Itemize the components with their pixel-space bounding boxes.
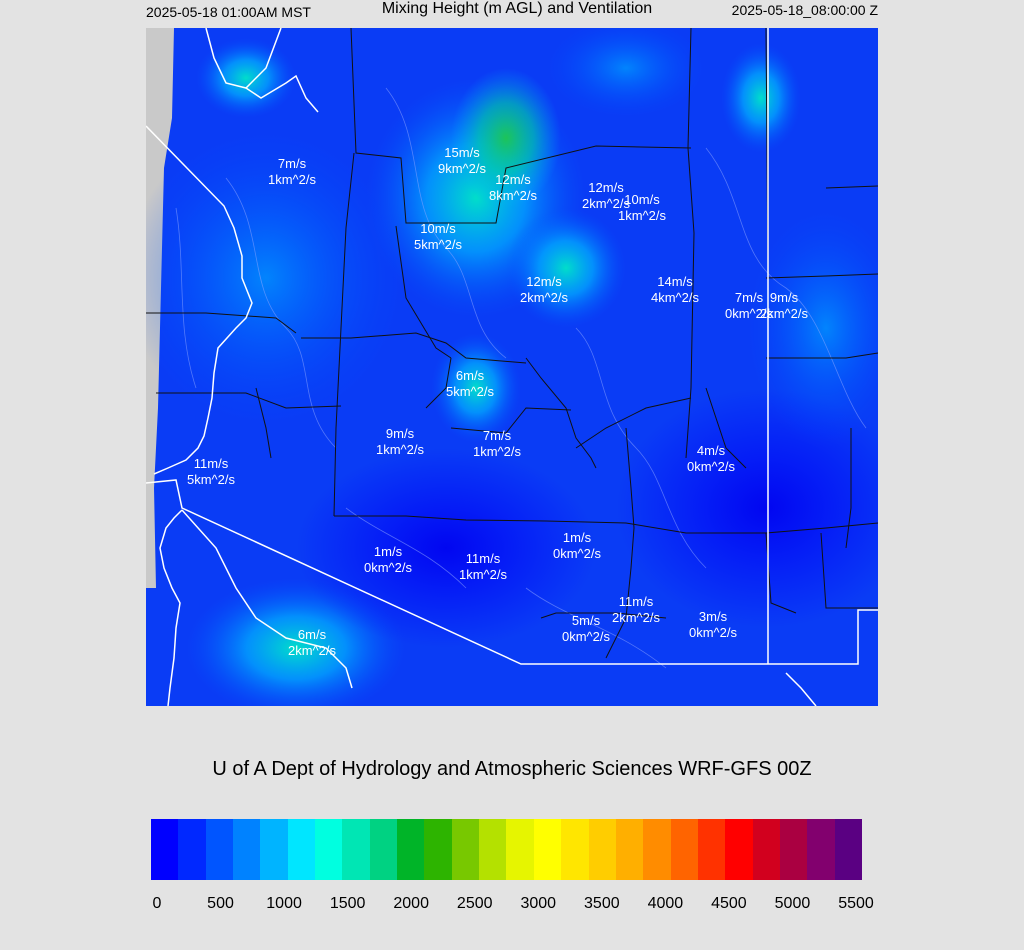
color-swatch [561, 819, 588, 880]
color-swatch [397, 819, 424, 880]
color-swatch [260, 819, 287, 880]
ventilation-label: 1km^2/s [267, 172, 317, 187]
ventilation-label: 9km^2/s [437, 161, 487, 176]
wind-speed-label: 1m/s [562, 530, 592, 545]
ventilation-label: 0km^2/s [688, 625, 738, 640]
ventilation-label: 2km^2/s [759, 306, 809, 321]
wind-speed-label: 5m/s [571, 613, 601, 628]
ventilation-label: 1km^2/s [472, 444, 522, 459]
color-swatch [370, 819, 397, 880]
color-swatch [206, 819, 233, 880]
color-scale-tick: 4000 [647, 895, 684, 912]
ventilation-label: 0km^2/s [552, 546, 602, 561]
ventilation-label: 5km^2/s [186, 472, 236, 487]
color-scale-tick: 3500 [584, 895, 620, 912]
wind-speed-label: 10m/s [624, 192, 660, 207]
color-swatch [479, 819, 506, 880]
ventilation-label: 2km^2/s [519, 290, 569, 305]
color-swatch [753, 819, 780, 880]
color-swatch [807, 819, 834, 880]
color-scale-tick: 2000 [393, 895, 429, 912]
wind-speed-label: 7m/s [482, 428, 512, 443]
wind-speed-label: 6m/s [297, 627, 327, 642]
wind-speed-label: 15m/s [444, 145, 480, 160]
ventilation-label: 0km^2/s [363, 560, 413, 575]
ventilation-label: 5km^2/s [445, 384, 495, 399]
wind-speed-label: 12m/s [526, 274, 562, 289]
wind-speed-label: 6m/s [455, 368, 485, 383]
color-scale-tick: 500 [207, 895, 234, 912]
color-scale-tick: 1500 [329, 895, 366, 912]
color-scale-bar [151, 819, 862, 880]
color-swatch [589, 819, 616, 880]
color-swatch [835, 819, 862, 880]
map-title: Mixing Height (m AGL) and Ventilation [381, 0, 653, 17]
valid-time-utc: 2025-05-18_08:00:00 Z [731, 2, 878, 18]
wind-speed-label: 12m/s [588, 180, 624, 195]
wind-speed-label: 14m/s [657, 274, 693, 289]
wind-speed-label: 1m/s [373, 544, 403, 559]
color-swatch [452, 819, 479, 880]
wind-speed-label: 12m/s [495, 172, 531, 187]
color-scale-tick: 1000 [266, 895, 302, 912]
ventilation-label: 8km^2/s [488, 188, 538, 203]
wind-speed-label: 11m/s [465, 551, 501, 566]
ventilation-label: 2km^2/s [581, 196, 631, 211]
ventilation-label: 1km^2/s [617, 208, 667, 223]
color-swatch [424, 819, 451, 880]
wind-speed-label: 11m/s [618, 594, 654, 609]
wind-speed-label: 7m/s [734, 290, 764, 305]
ventilation-label: 0km^2/s [724, 306, 774, 321]
wind-speed-label: 3m/s [698, 609, 728, 624]
wind-speed-label: 10m/s [420, 221, 456, 236]
ventilation-label: 2km^2/s [287, 643, 337, 658]
color-swatch [616, 819, 643, 880]
color-swatch [671, 819, 698, 880]
ventilation-label: 1km^2/s [375, 442, 425, 457]
ventilation-label: 0km^2/s [686, 459, 736, 474]
color-scale-ticks [0, 895, 1024, 919]
wind-speed-label: 7m/s [277, 156, 307, 171]
ventilation-label: 1km^2/s [458, 567, 508, 582]
wind-speed-label: 4m/s [696, 443, 726, 458]
color-swatch [178, 819, 205, 880]
color-swatch [534, 819, 561, 880]
color-swatch [698, 819, 725, 880]
model-credit: U of A Dept of Hydrology and Atmospheric Sciences WRF-GFS 00Z [212, 758, 812, 780]
color-swatch [315, 819, 342, 880]
color-scale-tick: 3000 [520, 895, 557, 912]
ventilation-label: 2km^2/s [611, 610, 661, 625]
ventilation-label: 5km^2/s [413, 237, 463, 252]
color-scale-tick: 5000 [774, 895, 811, 912]
wind-speed-label: 9m/s [769, 290, 799, 305]
color-scale-tick: 4500 [711, 895, 747, 912]
color-swatch [233, 819, 260, 880]
ventilation-label: 0km^2/s [561, 629, 611, 644]
ventilation-label: 4km^2/s [650, 290, 700, 305]
color-swatch [725, 819, 752, 880]
color-scale-tick: 0 [152, 895, 162, 912]
color-swatch [506, 819, 533, 880]
color-swatch [288, 819, 315, 880]
color-swatch [151, 819, 178, 880]
color-swatch [780, 819, 807, 880]
color-swatch [342, 819, 369, 880]
wind-speed-label: 11m/s [193, 456, 229, 471]
valid-time-local: 2025-05-18 01:00AM MST [146, 4, 311, 20]
color-scale-tick: 2500 [456, 895, 493, 912]
color-swatch [643, 819, 670, 880]
color-scale-tick: 5500 [838, 895, 874, 912]
wind-speed-label: 9m/s [385, 426, 415, 441]
mixing-height-map [146, 28, 878, 706]
